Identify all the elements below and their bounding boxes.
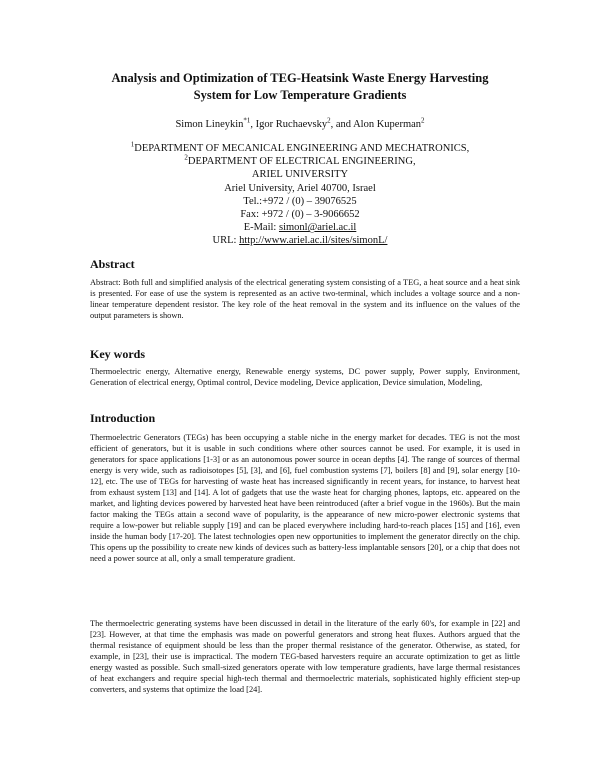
introduction-p2 [90, 618, 520, 695]
author-3-mark: 2 [421, 116, 425, 125]
email-line [60, 221, 540, 234]
author-separator: , [250, 119, 256, 130]
author-2: Igor Ruchaevsky [255, 119, 328, 130]
fax-line: Fax: +972 / (0) – 3-9066652 [240, 209, 360, 221]
url-line [60, 234, 540, 247]
affiliation-2-text: DEPARTMENT OF ELECTRICAL ENGINEERING, [187, 156, 416, 168]
paper-title [60, 70, 540, 104]
author-1-mark: *1 [243, 116, 251, 125]
author-separator: , and [330, 119, 354, 130]
author-3: Alon Kuperman [353, 119, 422, 130]
title-line-1: Analysis and Optimization of TEG-Heatsink Waste Energy Harvesting [111, 71, 489, 85]
email-link[interactable]: simonl@ariel.ac.il [278, 222, 357, 234]
affiliation-line-1 [60, 142, 540, 155]
introduction-heading: Introduction [90, 411, 156, 425]
introduction-paragraph-2: The thermoelectric generating systems have been discussed in detail in the literature of the early 60's, for example in [22] and [23]. However, at that time the emphasis was made on powerful generators and strong heat fluxes. Authors argued that the thermal resistance of equipment should be less than the proper thermal resistance of the generator. Otherwise, as stated, for example, in [23], their use is impractical. The modern TEG-based harvesters require an accurate optimization to get as little energy wasted as possible. Such small-sized generators operate with low temperature gradients, have large thermal resistances of heat exchangers and require special high-tech thermal and thermoelectric materials, sophisticated highly efficient step-up converters, and systems that optimize the load [24]. [90, 619, 520, 694]
abstract-paragraph: Abstract: Both full and simplified analysis of the electrical generating system consisting of a TEG, a heat source and a heat sink is presented. For ease of use the system is represented as an active two-terminal, which includes a voltage source and a non-linear temperature dependent resistor. The key role of the heat removal in the system and its influence on the values of the output parameters is shown. [90, 278, 520, 320]
affiliation-block [60, 142, 540, 248]
affiliation-1-mark: 1 [130, 140, 135, 149]
author-1: Simon Lineykin [175, 119, 244, 130]
keywords-paragraph: Thermoelectric energy, Alternative energy, Renewable energy systems, DC power supply, Power supply, Environment, Generation of electrical energy, Optimal control, Device modeling, Device application, Device simulation, Modeling, [90, 367, 520, 387]
introduction-p1 [90, 432, 520, 564]
email-label: E-Mail: [243, 222, 279, 234]
affiliation-line-2 [60, 155, 540, 168]
phone-line: Tel.:+972 / (0) – 39076525 [243, 195, 357, 207]
affiliation-line-4: Ariel University, Ariel 40700, Israel [224, 182, 376, 194]
url-link[interactable]: http://www.ariel.ac.il/sites/simonL/ [239, 235, 388, 247]
title-line-2: System for Low Temperature Gradients [193, 88, 407, 102]
affiliation-line-3: ARIEL UNIVERSITY [251, 169, 349, 181]
affiliation-2-mark: 2 [184, 153, 188, 162]
abstract-text [90, 277, 520, 321]
author-list [60, 118, 540, 131]
author-2-mark: 2 [327, 116, 331, 125]
abstract-heading: Abstract [90, 257, 135, 271]
keywords-text [90, 366, 520, 388]
keywords-heading: Key words [90, 347, 145, 361]
affiliation-1-text: DEPARTMENT OF MECANICAL ENGINEERING AND MECHATRONICS, [134, 143, 470, 154]
url-label: URL: [212, 235, 240, 247]
introduction-paragraph-1: Thermoelectric Generators (TEGs) has been occupying a stable niche in the energy market for decades. TEG is not the most efficient of generators, but it is usable in such conditions where other sources cannot be used. For example, it is used in generators for space applications [1-3] or as an autonomous power source in ocean depths [4]. The range of sources of thermal energy is very wide, such as radioisotopes [5], [3], and [6], fuel combustion systems [7], boilers [8] and [9], solar energy [10-12], etc. The use of TEGs for harvesting of waste heat has increased significantly in recent years, for instance, to harvest heat from exhaust system [13] and [14]. A lot of gadgets that use the waste heat for charging phones, laptops, etc. appeared on the market, and lighting devices powered by harvested heat have been reintroduced (after a brief vogue in the 1960s). But the main factor making the TEGs attain a second wave of popularity, is the appearance of new micro-power electronic systems that require a low-power but reliable supply [19] and can be placed everywhere including hard-to-reach places [15] and [16], even inside the human body [17-20]. The latest technologies open new opportunities to implement the generator directly on the chip. This opens up the possibility to create new kinds of devices such as battery-less implantable sensors [20], or a chip that does not need a power source at all, only a small temperature gradient. [90, 433, 520, 563]
